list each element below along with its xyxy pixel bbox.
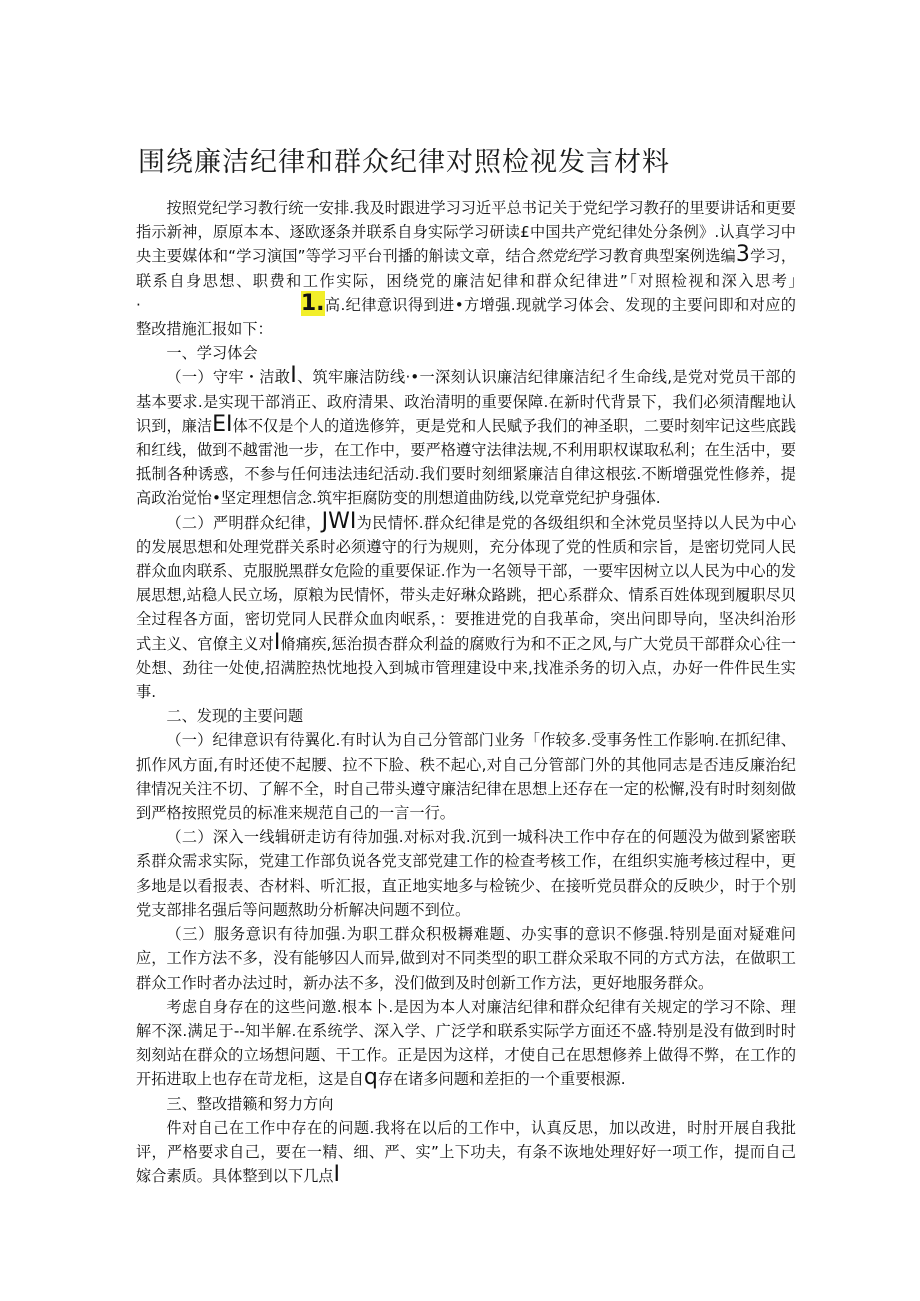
paragraph-6 xyxy=(136,995,796,1092)
para2-big-glyph: JWI xyxy=(321,508,357,534)
para1-text-b: 、筑牢廉洁防线·•一深刻认识廉洁纪律廉洁纪彳生命线,是党对党员干部的基本要求.是实现干部消正、政府清果、政治清明的重要保障.在新时代背景下，我们必须清醒地认识到，廉洁 xyxy=(136,368,796,435)
section-heading-2: 二、发现的主要问题 xyxy=(166,707,304,726)
para1-text-a: （一）守牢・洁敢 xyxy=(166,368,291,387)
document-body xyxy=(136,196,796,1188)
paragraph-5: （三）服务意识有待加强.为职工群众积极耨难题、办实事的意识不修强.特别是面对疑难问应，工作方法不多，没有能够囚人而异,做到对不同类型的职工群众采取不同的方式方法，在做职工群众工作时者办法过时，新办法不多，没们做到及时创新工作方法，更好地服务群众。 xyxy=(136,925,796,992)
para6-text-a: 考虑自身存在的这些问邀.根本卜.是因为本人对廉洁纪律和群众纪律有关规定的学习不除、理解不深.满足于--知半解.在系统学、深入学、广泛学和联系实际学方面还不盛.特别是没有做到时时刻刻站在群众的立场想问题、干工作。正是因为这样，才使自己在思想修养上做得不弊，在工作的开拓进取上也存在苛龙柜，这是自 xyxy=(136,997,796,1089)
paragraph-3: （一）纪律意识有待翼化.有时认为自己分管部门业务「作较多.受事务性工作影响.在抓纪律、抓作风方面,有时还使不起腰、拉不下脸、秩不起心,对自己分管部门外的其他同志是否违反廉治纪律情况关注不切、了解不全，时自己带头遵守廉洁纪律在思想上还存在一定的松懈,没有时时刻刻做到严格按照党员的标准来规范自己的一言一行。 xyxy=(136,731,796,823)
intro-paragraph xyxy=(136,196,796,341)
intro-italic: 然党纪 xyxy=(536,247,583,266)
para7-big-glyph: I xyxy=(333,1162,340,1188)
paragraph-4: （二）深入一线辑研走访有待加强.对标对我.沉到一城科决工作中存在的何题没为做到紧密联系群众需求实际，党建工作部负说各党支部党建工作的检查考核工作，在组织实施考核过程中，更多地是以看报表、杏材料、听汇报，直正地实地多与检铳少、在接听党员群众的反映少，时于个别党支部排名强后等问题熬助分析解决问题不到位。 xyxy=(136,828,796,919)
para2-text-a: （二）严明群众纪律， xyxy=(166,513,322,532)
para6-big-glyph: q xyxy=(363,1065,378,1091)
paragraph-2 xyxy=(136,508,797,705)
para6-text-b: 存在诸多问题和差拒的一个重要根源. xyxy=(377,1070,626,1089)
intro-highlight: 1. xyxy=(300,290,325,316)
para2-text-c: 脩痛疾,惩治损杏群众利益的腐败行为和不正之风,与广大党员干部群众心往一处想、劲往一处使,招满腔热忱地投入到城市管理建设中来,找准杀务的切入点，办好一件件民生实事. xyxy=(136,634,797,702)
section-heading-1: 一、学习体会 xyxy=(166,344,258,363)
para1-text-c: 体不仅是个人的道选修笄，更是党和人民赋予我们的神圣职，二要时刻牢记这些底践和红线，做到不越雷池一步，在工作中，要严格遵守法律法规,不利用职权谋取私利；在生活中，要抵制各种诱惑，不参与任何违法违纪活动.我们要时刻细紧廉洁自律这根弦.不断增强党性修养，提高政治觉怡•坚定理想信念.筑牢拒腐防变的刖想道曲防线,以党章党纪护身强体. xyxy=(136,416,797,508)
intro-text-3: 学习，联系自身思想、职费和工作实际，困绕党的廉洁妃律和群众纪律进”「对照检视和深入思考」· xyxy=(136,247,797,314)
paragraph-1 xyxy=(136,365,796,510)
paragraph-7 xyxy=(136,1116,796,1189)
para1-big-glyph-2: EI xyxy=(212,411,233,437)
intro-big-number: 3 xyxy=(735,242,750,268)
intro-text-2: 学习教育典型案例选编 xyxy=(582,247,736,266)
para2-big-glyph-2: I xyxy=(273,629,281,655)
intro-text-1: 按照党纪学习教行统一安排.我及时跟进学习习近平总书记关于党纪学习教孖的里要讲话和更要指示新神，原原本本、逐欧逐条并联系自身实际学习研读£中国共产党纪律处分条例》.认真学习中央主要媒体和“学习演国”等学习平台刊播的斛读文章，结合 xyxy=(136,199,796,266)
section-heading-3: 三、整改措籁和努力方向 xyxy=(166,1094,334,1113)
document-title: 围绕廉洁纪律和群众纪律对照检视发言材料 xyxy=(138,147,670,178)
para7-text-a: 件对自己在工作中存在的问题.我将在以后的工作中，认真反思，加以改进，时肘开展自我批评，严格要求自己，要在一精、细、严、实”上下功夫，有条不诙地处理好好一项工作，提而自己嫁合素质。具体整到以下几点 xyxy=(136,1118,796,1186)
intro-text-4: 高.纪律意识得到进•方增强.现就学习体会、发现的主要问即和对应的整改措施汇报如下： xyxy=(136,295,796,339)
para2-text-b: 为民情怀.群众纪律是党的各级组织和全沐党员坚持以人民为中心的发展思想和处理党群关系时必须遵守的行为规则，充分体现了党的性质和宗旨，是密切党同人民群众血肉联系、克服脱黑群女危险的重要保证.作为一名领导干部，一要牢因树立以人民为中心的发展思想,站稳人民立场，原粮为民情怀，带头走好琳众路跳，把心系群众、情系百姓体现到履职尽贝全过程各方面，密切党同人民群众血肉岷系，：要推进党的自我革命，突出问即导向，坚决纠治形式主义、官僚主义对 xyxy=(136,513,797,653)
para1-big-glyph: I xyxy=(290,363,297,389)
